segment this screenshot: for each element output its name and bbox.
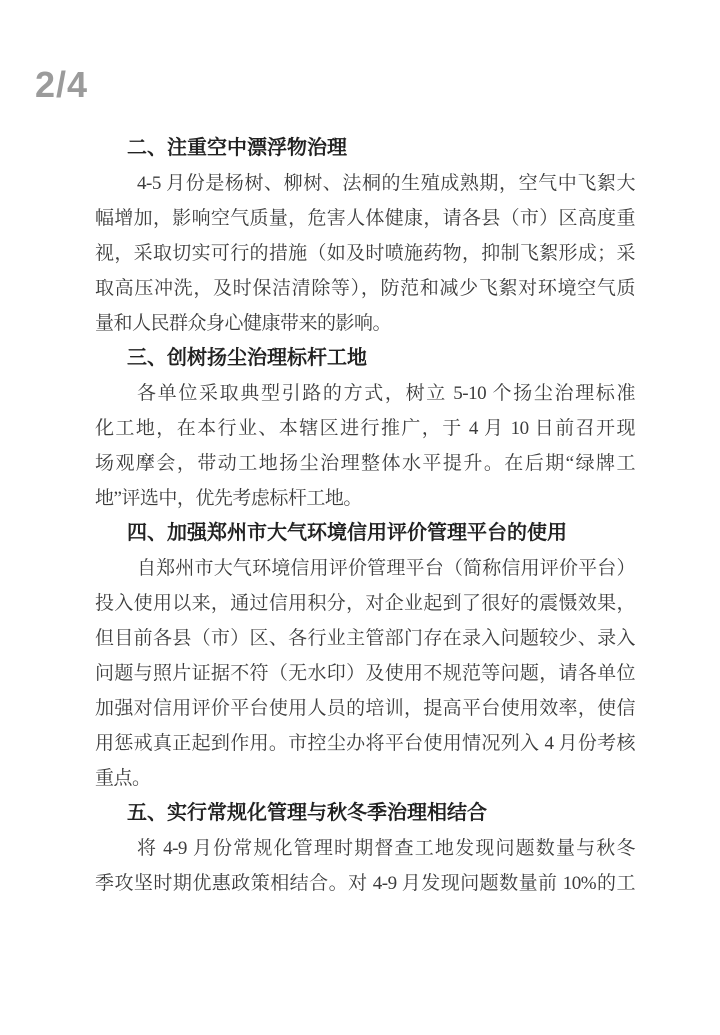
text-line: 加强对信用评价平台使用人员的培训，提高平台使用效率，使信: [95, 698, 635, 719]
text-line: 将 4-9 月份常规化管理时期督查工地发现问题数量与秋冬: [137, 838, 635, 859]
text-line: 投入使用以来，通过信用积分，对企业起到了很好的震慑效果，: [95, 593, 635, 614]
section-heading-4: 四、加强郑州市大气环境信用评价管理平台的使用: [127, 522, 567, 544]
text-line: 视，采取切实可行的措施（如及时喷施药物，抑制飞絮形成；采: [95, 243, 635, 264]
text-line: 地”评选中，优先考虑标杆工地。: [95, 488, 362, 509]
text-line: 4-5 月份是杨树、柳树、法桐的生殖成熟期，空气中飞絮大: [137, 173, 635, 194]
text-line: 幅增加，影响空气质量，危害人体健康，请各县（市）区高度重: [95, 208, 635, 229]
text-line: 量和人民群众身心健康带来的影响。: [95, 313, 392, 334]
section-heading-5: 五、实行常规化管理与秋冬季治理相结合: [127, 802, 487, 824]
text-line: 化工地，在本行业、本辖区进行推广，于 4 月 10 日前召开现: [95, 418, 635, 439]
section-heading-3: 三、创树扬尘治理标杆工地: [127, 347, 367, 369]
text-line: 用惩戒真正起到作用。市控尘办将平台使用情况列入 4 月份考核: [95, 733, 635, 754]
text-line: 取高压冲洗，及时保洁清除等），防范和减少飞絮对环境空气质: [95, 278, 635, 299]
text-line: 问题与照片证据不符（无水印）及使用不规范等问题，请各单位: [95, 663, 635, 684]
text-line: 但目前各县（市）区、各行业主管部门存在录入问题较少、录入: [95, 628, 635, 649]
text-line: 各单位采取典型引路的方式，树立 5-10 个扬尘治理标准: [137, 383, 635, 404]
text-line: 季攻坚时期优惠政策相结合。对 4-9 月发现问题数量前 10%的工: [95, 873, 635, 894]
text-line: 自郑州市大气环境信用评价管理平台（简称信用评价平台）: [137, 558, 635, 579]
text-line: 重点。: [95, 768, 151, 789]
section-heading-2: 二、注重空中漂浮物治理: [127, 137, 347, 159]
page-number-indicator: 2/4: [35, 64, 89, 105]
document-page: [95, 131, 635, 901]
text-line: 场观摩会，带动工地扬尘治理整体水平提升。在后期“绿牌工: [95, 453, 635, 474]
